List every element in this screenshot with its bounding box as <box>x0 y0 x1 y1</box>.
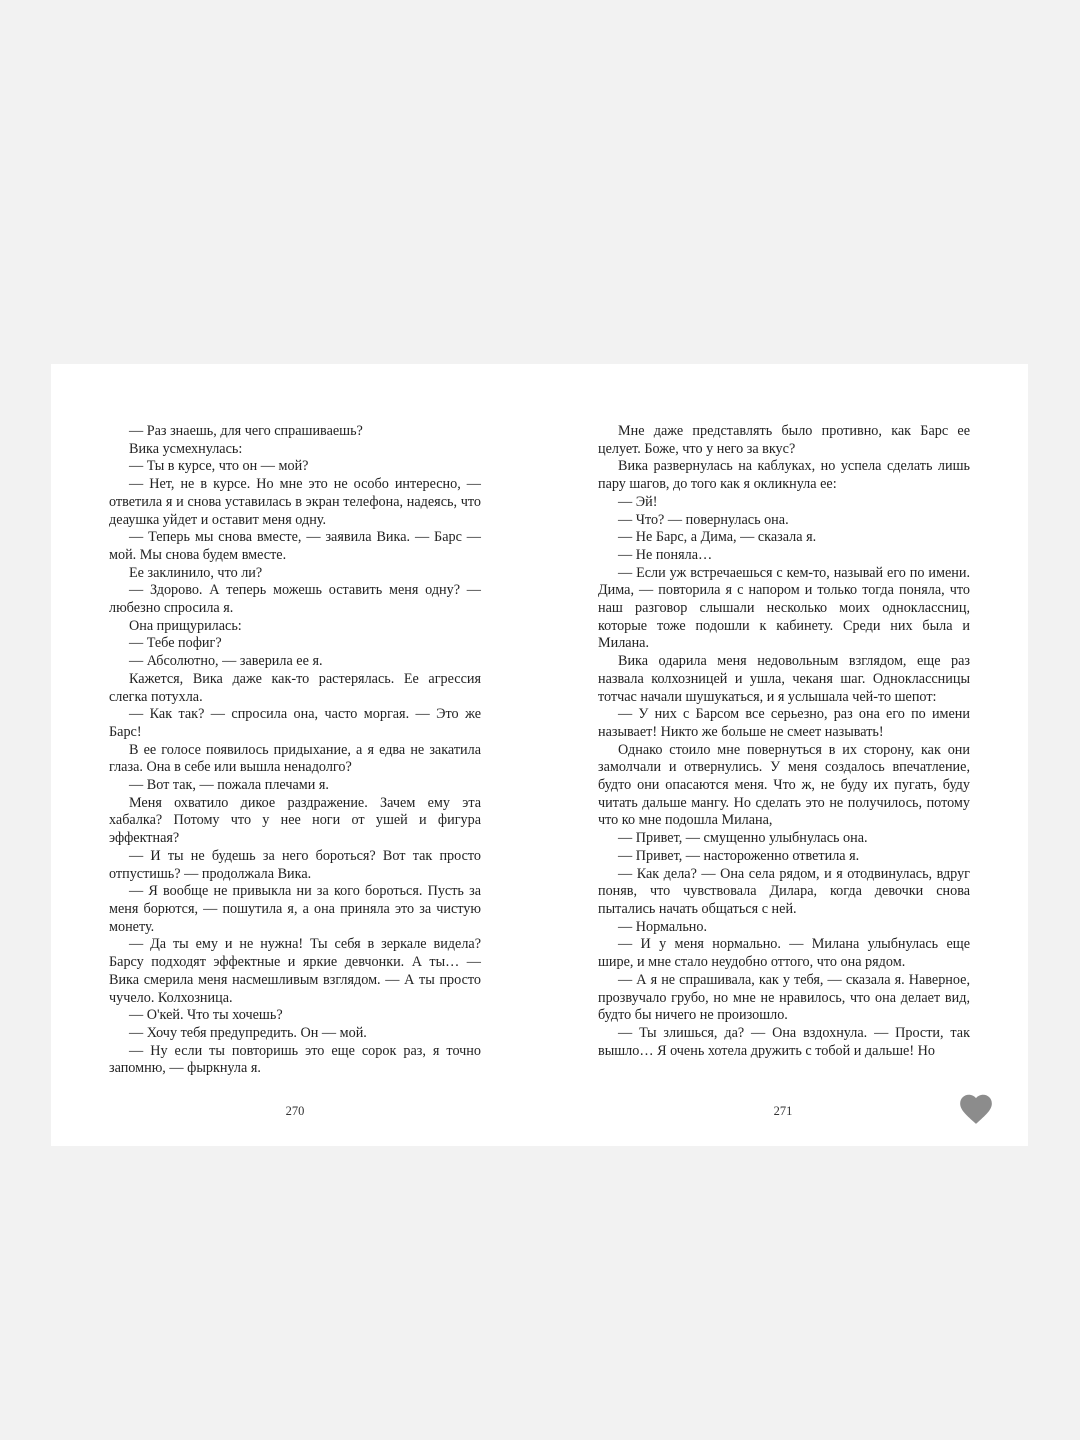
paragraph: — Ты злишься, да? — Она вздохнула. — Прости, так вышло… Я очень хотела дружить с тобой и дальше! Но <box>598 1024 970 1059</box>
paragraph: — Вот так, — пожала плечами я. <box>129 777 329 794</box>
paragraph: — Нет, не в курсе. Но мне это не особо интересно, — ответила я и снова уставилась в экран телефона, надеясь, что деаушка уйдет и оставит меня одну. <box>109 476 481 528</box>
paragraph: — Здорово. А теперь можешь оставить меня одну? — любезно спросила я. <box>109 582 481 617</box>
paragraph: Кажется, Вика даже как-то растерялась. Ее агрессия слегка потухла. <box>109 670 481 705</box>
paragraph: — О'кей. Что ты хочешь? <box>129 1007 283 1024</box>
paragraph: — И у меня нормально. — Милана улыбнулась еще шире, и мне стало неудобно оттого, что она рядом. <box>598 936 970 971</box>
paragraph: — Абсолютно, — заверила ее я. <box>129 653 323 670</box>
heart-icon <box>957 1090 995 1128</box>
paragraph: — Привет, — настороженно ответила я. <box>618 847 860 864</box>
left-page-text <box>109 423 481 1078</box>
paragraph: Однако стоило мне повернуться в их сторону, как они замолчали и отвернулись. У меня создалось впечатление, будто они опасаются меня. Что ж, не буду их пугать, буду читать дальше мангу. Но сделать это не получилось, потому что ко мне подошла Милана, <box>598 741 970 829</box>
paragraph: — Раз знаешь, для чего спрашиваешь? <box>129 423 363 439</box>
paragraph: — У них с Барсом все серьезно, раз она его по имени называет! Никто же больше не смеет называть! <box>598 706 970 740</box>
right-page-text <box>598 423 970 1060</box>
paragraph: — А я не спрашивала, как у тебя, — сказала я. Наверное, прозвучало грубо, но мне не нравилось, что она делает вид, будто бы ничего не произошло. <box>598 971 970 1024</box>
paragraph: Вика усмехнулась: <box>129 440 243 457</box>
paragraph: — Как дела? — Она села рядом, и я отодвинулась, вдруг поняв, что чувствовала Дилара, когда девочки снова пытались начать общаться с ней. <box>598 865 970 917</box>
paragraph: Вика одарила меня недовольным взглядом, еще раз назвала колхозницей и ушла, чеканя шаг. Одноклассницы тотчас начали шушукаться, и я услышала чей-то шепот: <box>598 653 970 705</box>
page-number-left: 270 <box>285 1104 305 1118</box>
paragraph: Меня охватило дикое раздражение. Зачем ему эта хабалка? Потому что у нее ноги от ушей и фигура эффектная? <box>109 794 481 847</box>
paragraph: Она прищурилась: <box>129 617 242 634</box>
paragraph: — Да ты ему и не нужна! Ты себя в зеркале видела? Барсу подходят эффектные и яркие девчонки. А ты… — Вика смерила меня насмешливым взглядом. — А ты просто чучело. Колхозница. <box>109 936 481 1006</box>
paragraph: — Как так? — спросила она, часто моргая. — Это же Барс! <box>109 706 481 740</box>
paragraph: — Тебе пофиг? <box>129 635 222 652</box>
paragraph: — Ну если ты повторишь это еще сорок раз, я точно запомню, — фыркнула я. <box>109 1042 481 1077</box>
book-spread <box>51 364 1028 1146</box>
paragraph: — Теперь мы снова вместе, — заявила Вика. — Барс — мой. Мы снова будем вместе. <box>109 529 481 563</box>
paragraph: — Я вообще не привыкла ни за кого бороться. Пусть за меня борются, — пошутила я, а она приняла это за чистую монету. <box>109 883 481 935</box>
paragraph: — Не поняла… <box>618 546 713 563</box>
paragraph: В ее голосе появилось придыхание, а я едва не закатила глаза. Она в себе или вышла ненадолго? <box>109 741 481 776</box>
paragraph: — Привет, — смущенно улыбнулась она. <box>618 830 868 847</box>
page-number-right: 271 <box>773 1104 793 1118</box>
paragraph: — И ты не будешь за него бороться? Вот так просто отпустишь? — продолжала Вика. <box>109 847 481 882</box>
paragraph: — Если уж встречаешься с кем-то, называй его по имени. Дима, — повторила я с напором и только тогда поняла, что наш разговор слышали несколько моих одноклассниц, которые тоже подошли к кабинету. Среди них была и Милана. <box>598 564 970 652</box>
paragraph: Мне даже представлять было противно, как Барс ее целует. Боже, что у него за вкус? <box>598 423 970 457</box>
heart-shape <box>960 1095 992 1124</box>
paragraph: — Ты в курсе, что он — мой? <box>129 458 309 475</box>
paragraph: — Хочу тебя предупредить. Он — мой. <box>129 1024 367 1041</box>
paragraph: — Что? — повернулась она. <box>618 511 789 528</box>
paragraph: — Нормально. <box>618 918 708 935</box>
paragraph: — Не Барс, а Дима, — сказала я. <box>618 529 817 546</box>
paragraph: Ее заклинило, что ли? <box>129 564 263 581</box>
paragraph: Вика развернулась на каблуках, но успела сделать лишь пару шагов, до того как я окликнула ее: <box>598 458 970 493</box>
paragraph: — Эй! <box>618 493 658 510</box>
